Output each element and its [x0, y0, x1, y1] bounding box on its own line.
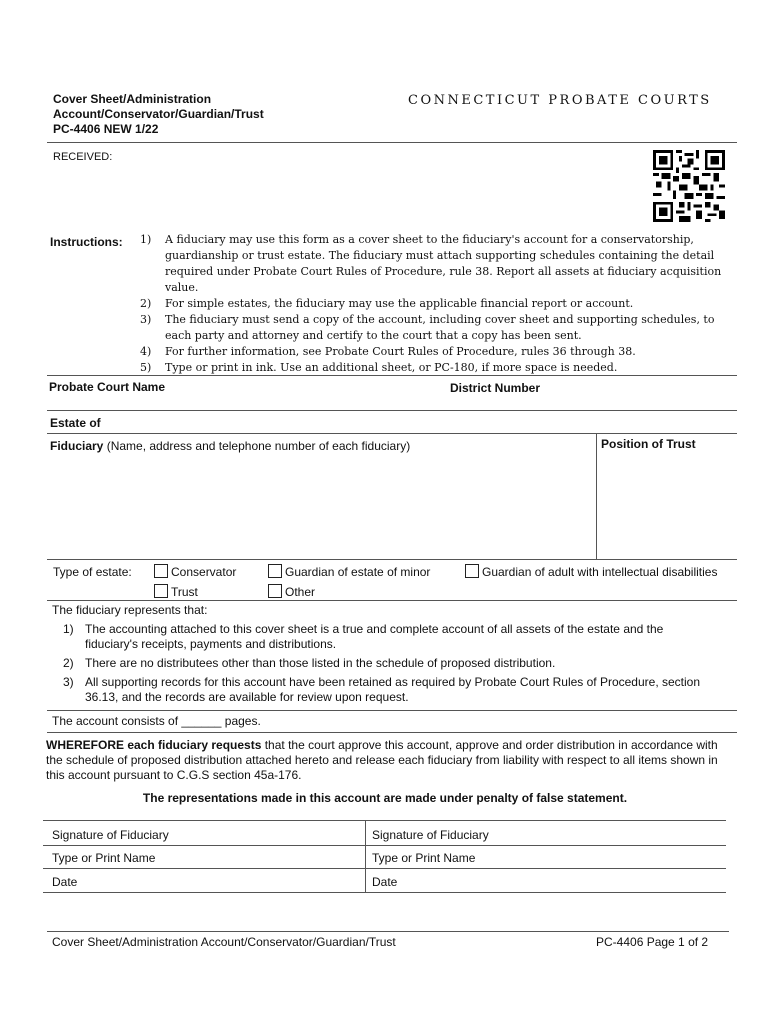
divider — [47, 732, 737, 733]
list-item: 2) For simple estates, the fiduciary may use the applicable financial report or account. — [140, 297, 634, 310]
probate-court-name-field[interactable]: Probate Court Name — [49, 380, 166, 394]
print-name-2[interactable]: Type or Print Name — [372, 851, 476, 865]
instructions-label: Instructions: — [50, 235, 123, 249]
divider — [47, 559, 737, 560]
list-item: 5) Type or print in ink. Use an additional sheet, or PC-180, if more space is needed. — [140, 361, 618, 374]
fiduciary-label-bold: Fiduciary — [50, 439, 104, 453]
checkbox-guardian-minor[interactable]: Guardian of estate of minor — [268, 564, 430, 579]
qr-code-icon — [653, 150, 725, 222]
checkbox-icon[interactable] — [268, 584, 282, 598]
list-item: 1) A fiduciary may use this form as a cover sheet to the fiduciary's account for a conservatorship, guardianship or trust estate. The fiduciary must attach supporting schedules containing the detail required under Probate Court Rules of Procedure, rule 38. Report all assets at fiduciary acquisition value. — [140, 233, 722, 294]
received-label: RECEIVED: — [53, 151, 113, 163]
form-title — [53, 92, 264, 137]
list-item: 3) All supporting records for this account have been retained as required by Probate Court Rules of Procedure, section 36.13, and the records are available for review upon request. — [63, 675, 701, 704]
fiduciary-label-rest: (Name, address and telephone number of each fiduciary) — [103, 439, 411, 453]
instructions-list — [140, 232, 735, 376]
representations-list — [63, 622, 713, 709]
form-number: PC-4406 NEW 1/22 — [53, 122, 159, 136]
checkbox-conservator[interactable]: Conservator — [154, 564, 236, 579]
divider — [43, 845, 726, 846]
checkbox-trust[interactable]: Trust — [154, 584, 198, 599]
divider — [43, 868, 726, 869]
list-item: 1) The accounting attached to this cover sheet is a true and complete account of all assets of the estate and the fiduciary's receipts, payments and distributions. — [63, 622, 664, 651]
checkbox-icon[interactable] — [465, 564, 479, 578]
estate-type-label: Type of estate: — [53, 565, 132, 579]
footer-right: PC-4406 Page 1 of 2 — [596, 935, 709, 949]
print-name-1[interactable]: Type or Print Name — [52, 851, 156, 865]
form-title-line1: Cover Sheet/Administration — [53, 92, 212, 106]
divider — [365, 820, 366, 892]
divider — [47, 142, 737, 143]
divider — [47, 600, 737, 601]
divider — [43, 820, 726, 821]
checkbox-other[interactable]: Other — [268, 584, 315, 599]
form-title-line2: Account/Conservator/Guardian/Trust — [53, 107, 264, 121]
divider — [47, 931, 729, 932]
fiduciary-field[interactable] — [50, 439, 410, 453]
pages-line: The account consists of ______ pages. — [52, 714, 261, 728]
court-name: CONNECTICUT PROBATE COURTS — [408, 93, 712, 108]
footer-left: Cover Sheet/Administration Account/Conservator/Guardian/Trust — [52, 935, 396, 949]
district-number-field[interactable]: District Number — [450, 381, 541, 395]
checkbox-icon[interactable] — [154, 584, 168, 598]
checkbox-guardian-adult[interactable]: Guardian of adult with intellectual disabilities — [465, 564, 717, 579]
estate-of-field[interactable]: Estate of — [50, 416, 101, 430]
signature-fiduciary-1[interactable]: Signature of Fiduciary — [52, 828, 169, 842]
divider — [43, 892, 726, 893]
checkbox-icon[interactable] — [268, 564, 282, 578]
position-of-trust-field[interactable]: Position of Trust — [601, 437, 696, 451]
list-item: 2) There are no distributees other than those listed in the schedule of proposed distribution. — [63, 656, 556, 670]
divider — [47, 433, 737, 434]
wherefore-paragraph: WHEREFORE each fiduciary requests that the court approve this account, approve and order distribution in accordance with the schedule of proposed distribution attached hereto and release each fiduciary from liability with respect to all items shown in this account pursuant to C.G.S section 45a-176. — [46, 738, 718, 782]
checkbox-icon[interactable] — [154, 564, 168, 578]
list-item: 4) For further information, see Probate Court Rules of Procedure, rules 36 through 38. — [140, 345, 636, 358]
divider — [47, 375, 737, 376]
divider — [47, 710, 737, 711]
divider — [596, 433, 597, 559]
representations-intro: The fiduciary represents that: — [52, 603, 208, 617]
list-item: 3) The fiduciary must send a copy of the account, including cover sheet and supporting schedules, to each party and attorney and certify to the court that a copy has been sent. — [140, 313, 715, 342]
date-1[interactable]: Date — [52, 875, 78, 889]
divider — [47, 410, 737, 411]
penalty-statement: The representations made in this account are made under penalty of false statement. — [142, 791, 628, 805]
signature-fiduciary-2[interactable]: Signature of Fiduciary — [372, 828, 489, 842]
date-2[interactable]: Date — [372, 875, 398, 889]
